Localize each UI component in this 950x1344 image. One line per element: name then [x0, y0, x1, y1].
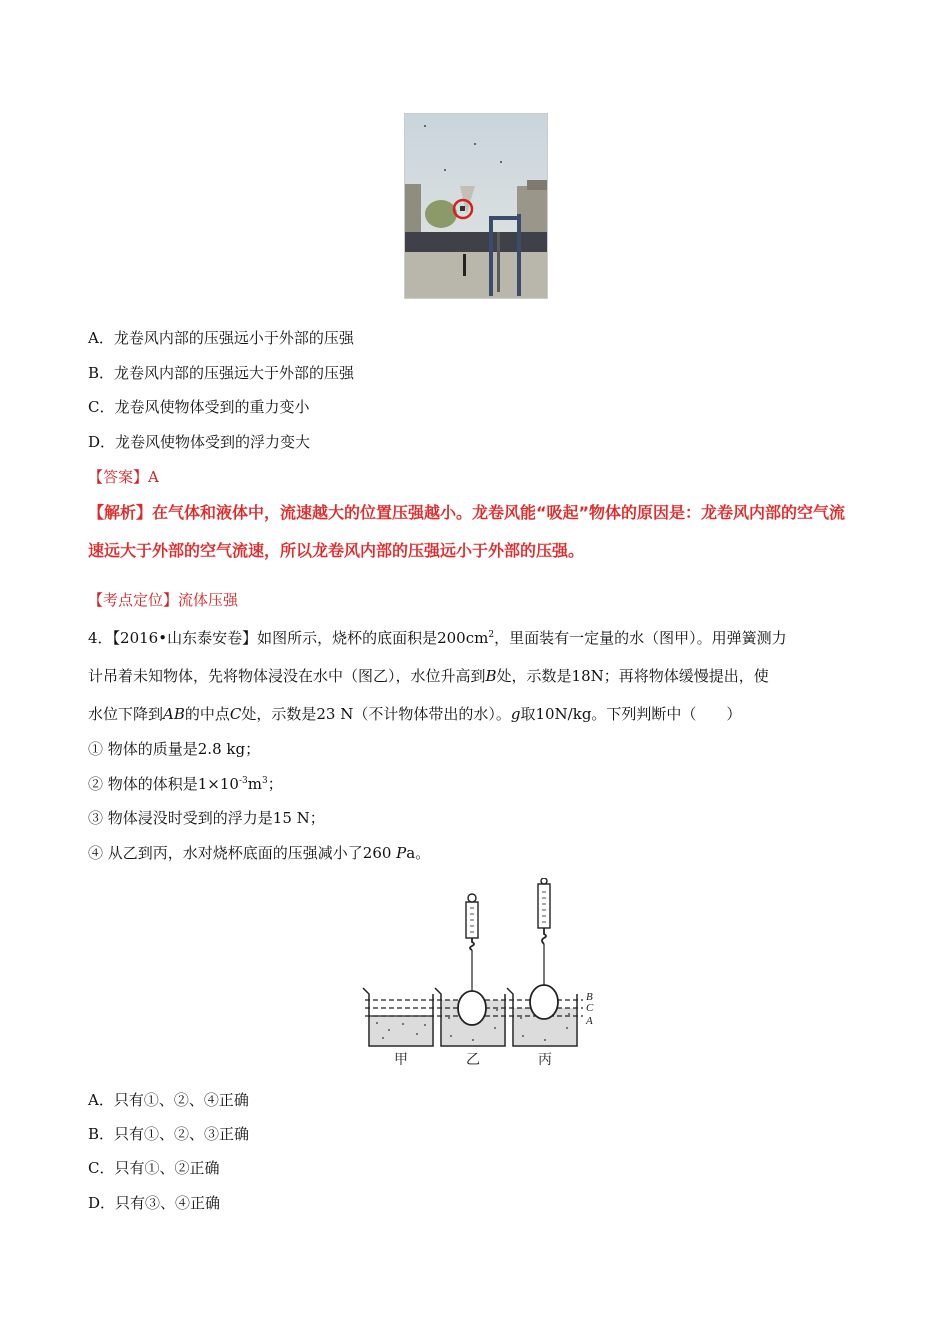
- option-label: C．: [88, 398, 115, 416]
- q4-stem-line3: [88, 704, 741, 724]
- superscript: 2: [488, 630, 495, 640]
- q4-option-d: [88, 1193, 220, 1213]
- stem-text: ② 物体的体积是1×10: [88, 775, 239, 793]
- stem-text: ，里面装有一定量的水（图甲）。用弹簧测力: [494, 629, 787, 647]
- level-label-a: A: [586, 1015, 593, 1027]
- option-label: B．: [88, 364, 115, 382]
- option-label: A．: [88, 329, 114, 347]
- beaker-figure: [355, 878, 600, 1068]
- q4-option-a: [88, 1090, 249, 1110]
- variable: P: [396, 844, 407, 862]
- q3-option-a: [88, 328, 354, 348]
- q4-option-c: [88, 1158, 220, 1178]
- option-label: B．: [88, 1125, 115, 1143]
- option-text: 只有③、④正确: [115, 1194, 221, 1212]
- stem-text: 的中点: [184, 705, 230, 723]
- variable: C: [229, 705, 242, 723]
- stem-text: 计吊着未知物体，先将物体浸没在水中（图乙），水位升高到: [88, 667, 486, 685]
- q4-stem-line2: [88, 666, 769, 686]
- stem-text: a。: [406, 844, 431, 862]
- option-text: 龙卷风使物体受到的重力变小: [114, 398, 310, 416]
- superscript: 3: [261, 776, 268, 786]
- q3-answer: 【答案】A: [88, 468, 159, 486]
- stem-text: ；: [267, 775, 283, 793]
- q4-statement-3: ③ 物体浸没时受到的浮力是15 N；: [88, 809, 325, 827]
- q4-option-b: [88, 1124, 249, 1144]
- q4-statement-4: [88, 843, 430, 863]
- option-label: C．: [88, 1159, 115, 1177]
- stem-text: 取10N/kg。下列判断中（ ）: [520, 705, 742, 723]
- q3-option-b: [88, 363, 354, 383]
- option-text: 龙卷风内部的压强远大于外部的压强: [114, 364, 355, 382]
- option-text: 只有①、②正确: [114, 1159, 220, 1177]
- q3-option-c: [88, 397, 310, 417]
- option-text: 只有①、②、④正确: [113, 1091, 249, 1109]
- option-label: A．: [88, 1091, 114, 1109]
- level-label-c: C: [586, 1002, 594, 1014]
- stem-text: 4．【2016•山东泰安卷】如图所示，烧杯的底面积是200cm: [88, 629, 489, 647]
- q4-statement-1: ① 物体的质量是2.8 kg；: [88, 740, 261, 758]
- option-text: 龙卷风使物体受到的浮力变大: [115, 433, 311, 451]
- q4-stem-line1: [88, 628, 787, 648]
- q3-analysis-line2: 速远大于外部的空气流速，所以龙卷风内部的压强远小于外部的压强。: [88, 541, 585, 560]
- tornado-photo: [404, 113, 548, 299]
- variable: AB: [163, 705, 185, 723]
- q3-analysis-line1: 【解析】在气体和液体中，流速越大的位置压强越小。龙卷风能“吸起”物体的原因是：龙卷风内部的空气流: [88, 503, 846, 522]
- variable: B: [485, 667, 497, 685]
- option-text: 龙卷风内部的压强远小于外部的压强: [113, 329, 354, 347]
- level-label-b: B: [586, 991, 593, 1003]
- stem-text: ④ 从乙到丙，水对烧杯底面的压强减小了260: [88, 844, 397, 862]
- beaker-label-yi: 乙: [466, 1052, 480, 1068]
- option-label: D．: [88, 433, 116, 451]
- q3-topic: 【考点定位】流体压强: [88, 591, 239, 609]
- stem-text: 水位下降到: [88, 705, 164, 723]
- stem-text: 处，示数是18N；再将物体缓慢提出，使: [496, 667, 769, 685]
- q4-statement-2: [88, 774, 283, 794]
- q3-option-d: [88, 432, 310, 452]
- stem-text: 处，示数是23 N（不计物体带出的水）。: [241, 705, 511, 723]
- variable: g: [510, 705, 521, 723]
- beaker-label-bing: 丙: [538, 1052, 552, 1068]
- stem-text: m: [247, 775, 262, 793]
- superscript: -3: [238, 776, 248, 786]
- beaker-label-jia: 甲: [394, 1052, 408, 1068]
- option-label: D．: [88, 1194, 116, 1212]
- option-text: 只有①、②、③正确: [114, 1125, 250, 1143]
